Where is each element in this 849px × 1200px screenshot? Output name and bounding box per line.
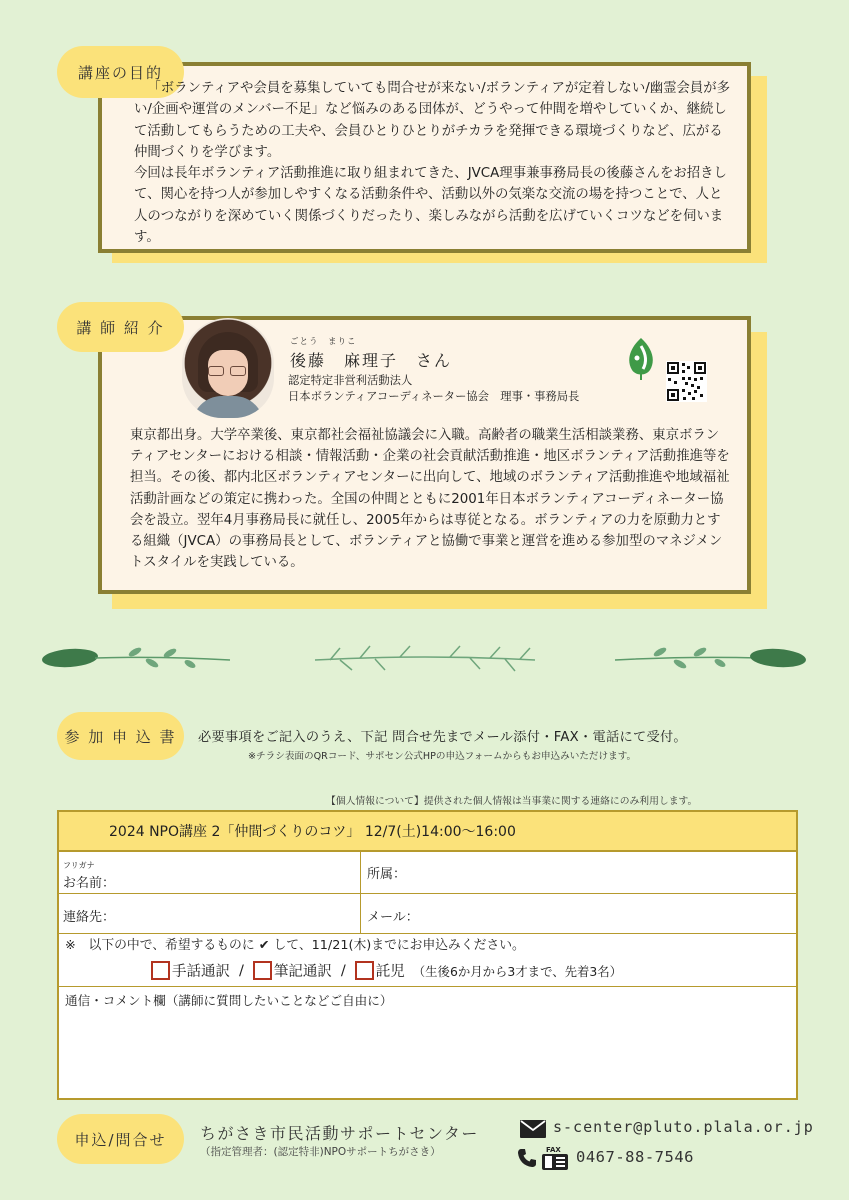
qr-code-icon[interactable] <box>666 361 707 402</box>
affiliation-label: 所属： <box>367 867 407 882</box>
application-note: ※チラシ表面のQRコード、サポセン公式HPの申込フォームからもお申込みいただけます。 <box>248 751 637 762</box>
option-sign-language: 手話通訳 <box>172 964 230 980</box>
speaker-bio: 東京都出身。大学卒業後、東京都社会福祉協議会に入職。高齢者の職業生活相談業務、東京ボランティアセンターにおける相談・情報活動・企業の社会貢献活動推進・地区ボランティア活動推進等を担当。その後、都内北区ボランティアセンターに出向して、地域のボランティア活動推進や地域福祉活動計画などの策定に携わった。全国の仲間とともに2001年日本ボランティアコーディネーター協会を設立。翌年4月事務局長に就任し、2005年からは専従となる。ボランティアの力を原動力とする組織（JVCA）の事務局長として、ボランティアと協働で事業と運営を進める参加型のマネジメントスタイルを実践している。 <box>130 428 730 571</box>
childcare-note: （生後6か月から3才まで、先着3名） <box>412 963 623 979</box>
comment-field[interactable] <box>59 1008 796 1098</box>
contact-email[interactable]: s-center@pluto.plala.or.jp <box>553 1118 814 1136</box>
speaker-name: 後藤 麻理子 さん <box>290 351 453 370</box>
privacy-notice: 【個人情報について】提供された個人情報は当事業に関する連絡にのみ利用します。 <box>326 796 698 807</box>
fax-icon-label: FAX <box>546 1146 561 1154</box>
application-form <box>57 810 798 1100</box>
comment-label: 通信・コメント欄（講師に質問したいことなどご自由に） <box>65 993 393 1008</box>
childcare-checkbox[interactable] <box>355 961 374 980</box>
vine-divider-icon <box>40 638 810 678</box>
option-childcare: 託児 <box>375 964 405 980</box>
option-separator: / <box>340 962 346 979</box>
phone-icon <box>517 1148 537 1168</box>
contact-field[interactable] <box>59 894 360 933</box>
email-field[interactable] <box>360 894 798 933</box>
support-options <box>151 960 622 981</box>
affiliation-field[interactable] <box>360 852 798 893</box>
speaker-organization <box>288 373 579 405</box>
speaker-photo <box>182 318 274 418</box>
form-title: 2024 NPO講座 2「仲間づくりのコツ」 12/7(土)14:00～16:00 <box>59 812 796 852</box>
check-instruction: ※ 以下の中で、希望するものに ✔ して、11/21(木)までにお申込みください。 <box>65 938 525 953</box>
contact-heading: 申込/問合せ <box>57 1114 184 1164</box>
purpose-paragraph-1: 「ボランティアや会員を募集していても問合せが来ない/ボランティアが定着しない/幽霊会員が多い/企画や運営のメンバー不足」など悩みのある団体が、どうやって仲間を増やしていくか、継続して活動してもらうための工夫や、会員ひとりひとりがチカラを発揮できる環境づくりなど、広がる仲間づくりを学びます。 <box>134 81 731 160</box>
contact-phone[interactable]: 0467-88-7546 <box>576 1148 694 1166</box>
center-manager: （指定管理者：(認定特非)NPOサポートちがさき） <box>200 1146 441 1158</box>
mail-icon <box>520 1120 546 1138</box>
speaker-name-ruby: ごとう まりこ <box>290 337 357 347</box>
form-row-divider <box>59 986 796 987</box>
form-row-contact <box>59 894 796 934</box>
option-separator: / <box>239 962 244 979</box>
purpose-text <box>134 78 734 248</box>
speaker-org-line-2: 日本ボランティアコーディネーター協会 理事・事務局長 <box>288 390 580 403</box>
purpose-heading: 講座の目的 <box>57 46 184 98</box>
contact-label: 連絡先： <box>63 910 116 925</box>
option-captioning: 筆記通訳 <box>273 964 332 980</box>
application-instruction: 必要事項をご記入のうえ、下記 問合せ先までメール添付・FAX・電話にて受付。 <box>198 730 687 745</box>
captioning-checkbox[interactable] <box>253 961 272 980</box>
name-label: お名前： <box>63 876 116 891</box>
fax-icon <box>542 1146 568 1170</box>
furigana-label: フリガナ <box>63 861 95 870</box>
purpose-paragraph-2: 今回は長年ボランティア活動推進に取り組まれてきた、JVCA理事兼事務局長の後藤さんをお招きして、関心を持つ人が参加しやすくなる活動条件や、活動以外の気楽な交流の場を持つことで、人と人のつながりを深めていく関係づくりだったり、楽しみながら活動を広げていくコツなどを伺います。 <box>134 166 727 246</box>
form-row-name <box>59 852 796 894</box>
application-heading: 参 加 申 込 書 <box>57 712 184 760</box>
speaker-org-line-1: 認定特定非営利活動法人 <box>288 374 413 387</box>
speaker-heading: 講 師 紹 介 <box>57 302 184 352</box>
center-name: ちがさき市民活動サポートセンター <box>200 1124 479 1143</box>
name-field[interactable] <box>59 852 360 893</box>
email-label: メール： <box>367 910 419 925</box>
sign-language-checkbox[interactable] <box>151 961 170 980</box>
jvca-leaf-logo-icon <box>622 336 660 380</box>
